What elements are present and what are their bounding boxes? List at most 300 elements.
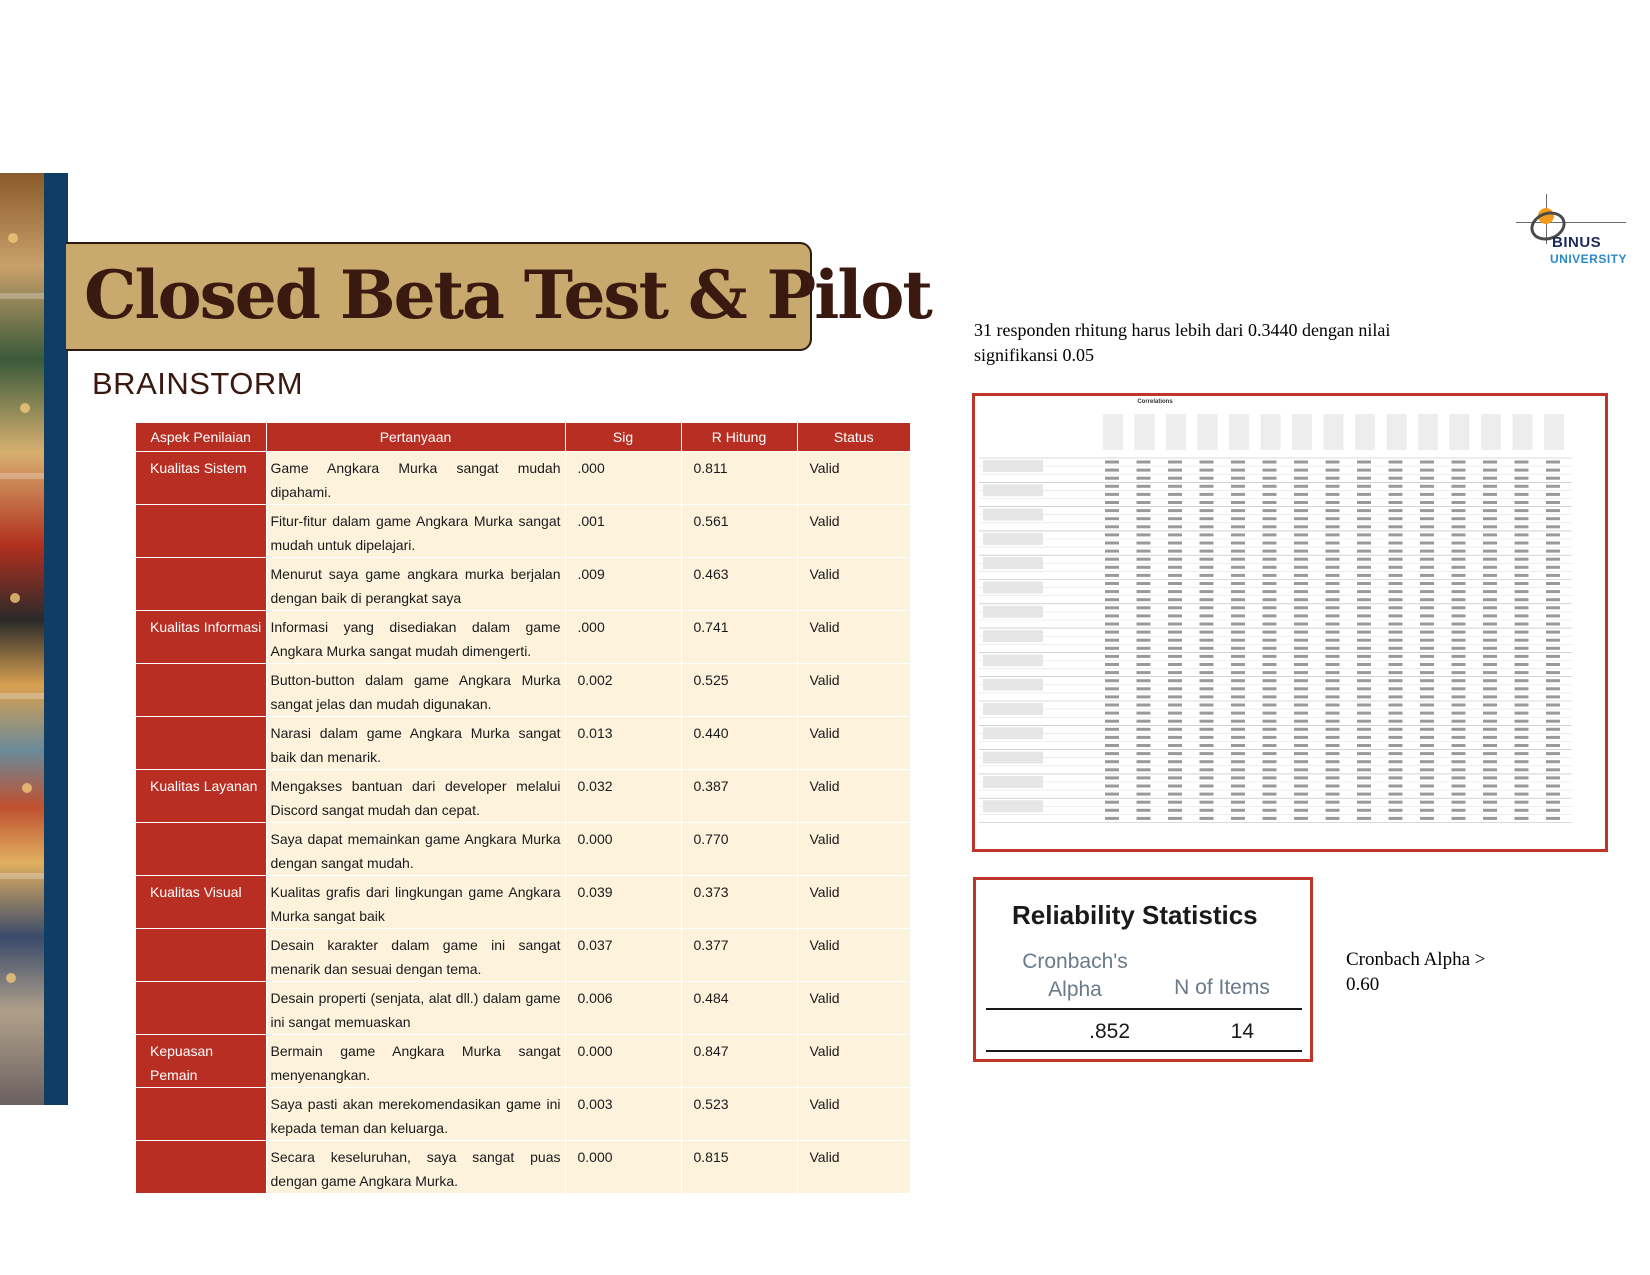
- grid-cell-mark: [1515, 461, 1529, 464]
- grid-cell-mark: [1231, 704, 1245, 707]
- grid-cell-mark: [1420, 517, 1434, 520]
- grid-cell-mark: [1105, 728, 1119, 731]
- section-subtitle: BRAINSTORM: [92, 366, 304, 401]
- grid-cell-mark: [1200, 695, 1214, 698]
- grid-cell-mark: [1546, 509, 1560, 512]
- grid-cell-mark: [1357, 768, 1371, 771]
- grid-cell-mark: [1294, 469, 1308, 472]
- grid-cell-mark: [1483, 558, 1497, 561]
- grid-cell-mark: [1326, 614, 1340, 617]
- grid-cell-mark: [1326, 785, 1340, 788]
- grid-cell-mark: [1452, 574, 1466, 577]
- grid-cell-mark: [1200, 493, 1214, 496]
- question-cell: Mengakses bantuan dari developer melalui Discord sangat mudah dan cepat.: [266, 770, 565, 823]
- grid-cell-mark: [1515, 768, 1529, 771]
- grid-cell-mark: [1483, 461, 1497, 464]
- status-cell: Valid: [797, 452, 910, 505]
- grid-cell-mark: [1452, 655, 1466, 658]
- grid-cell-mark: [1420, 655, 1434, 658]
- r-hitung-cell: 0.815: [681, 1141, 797, 1194]
- grid-col-header-mark: [1387, 414, 1407, 450]
- grid-col-header-mark: [1135, 414, 1155, 450]
- grid-cell-mark: [1105, 469, 1119, 472]
- grid-cell-mark: [1483, 712, 1497, 715]
- grid-cell-mark: [1357, 582, 1371, 585]
- question-cell: Button-button dalam game Angkara Murka sangat jelas dan mudah digunakan.: [266, 664, 565, 717]
- grid-cell-mark: [1137, 582, 1151, 585]
- grid-cell-mark: [1326, 639, 1340, 642]
- grid-cell-mark: [1357, 501, 1371, 504]
- grid-cell-mark: [1294, 671, 1308, 674]
- grid-cell-mark: [1137, 720, 1151, 723]
- grid-cell-mark: [1389, 687, 1403, 690]
- grid-cell-mark: [1263, 509, 1277, 512]
- grid-cell-mark: [1389, 655, 1403, 658]
- grid-cell-mark: [1389, 550, 1403, 553]
- grid-cell-mark: [1137, 558, 1151, 561]
- grid-cell-mark: [1200, 687, 1214, 690]
- grid-cell-mark: [1105, 493, 1119, 496]
- grid-cell-mark: [1326, 501, 1340, 504]
- grid-cell-mark: [1326, 728, 1340, 731]
- grid-cell-mark: [1200, 704, 1214, 707]
- grid-cell-mark: [1483, 736, 1497, 739]
- grid-cell-mark: [1515, 776, 1529, 779]
- grid-cell-mark: [1452, 493, 1466, 496]
- r-hitung-cell: 0.847: [681, 1035, 797, 1088]
- grid-cell-mark: [1546, 566, 1560, 569]
- grid-cell-mark: [1357, 639, 1371, 642]
- grid-cell-mark: [1452, 485, 1466, 488]
- grid-cell-mark: [1168, 501, 1182, 504]
- grid-cell-mark: [1357, 752, 1371, 755]
- grid-cell-mark: [1105, 485, 1119, 488]
- grid-cell-mark: [1105, 477, 1119, 480]
- grid-col-header-mark: [1198, 414, 1218, 450]
- grid-row-header-mark: [983, 533, 1043, 545]
- grid-cell-mark: [1168, 623, 1182, 626]
- grid-cell-mark: [1452, 509, 1466, 512]
- grid-cell-mark: [1200, 469, 1214, 472]
- grid-cell-mark: [1168, 663, 1182, 666]
- r-hitung-cell: 0.440: [681, 717, 797, 770]
- sig-cell: 0.000: [565, 1035, 681, 1088]
- grid-cell-mark: [1105, 809, 1119, 812]
- grid-cell-mark: [1326, 582, 1340, 585]
- grid-cell-mark: [1389, 768, 1403, 771]
- grid-cell-mark: [1420, 574, 1434, 577]
- grid-cell-mark: [1263, 614, 1277, 617]
- grid-cell-mark: [1483, 720, 1497, 723]
- grid-cell-mark: [1515, 614, 1529, 617]
- grid-cell-mark: [1231, 793, 1245, 796]
- grid-cell-mark: [1389, 606, 1403, 609]
- grid-cell-mark: [1452, 525, 1466, 528]
- grid-cell-mark: [1546, 720, 1560, 723]
- grid-cell-mark: [1326, 590, 1340, 593]
- aspect-cell: Kualitas Sistem: [136, 452, 266, 505]
- grid-cell-mark: [1389, 493, 1403, 496]
- reliability-bottom-rule: [986, 1050, 1302, 1052]
- grid-cell-mark: [1389, 590, 1403, 593]
- grid-cell-mark: [1137, 542, 1151, 545]
- grid-cell-mark: [1326, 793, 1340, 796]
- grid-cell-mark: [1357, 558, 1371, 561]
- grid-cell-mark: [1200, 720, 1214, 723]
- grid-cell-mark: [1137, 574, 1151, 577]
- grid-cell-mark: [1105, 582, 1119, 585]
- grid-cell-mark: [1452, 752, 1466, 755]
- grid-cell-mark: [1231, 695, 1245, 698]
- grid-cell-mark: [1294, 647, 1308, 650]
- table-row: [136, 505, 910, 558]
- grid-cell-mark: [1326, 631, 1340, 634]
- grid-cell-mark: [1326, 647, 1340, 650]
- grid-cell-mark: [1357, 793, 1371, 796]
- grid-cell-mark: [1389, 776, 1403, 779]
- grid-cell-mark: [1515, 623, 1529, 626]
- grid-cell-mark: [1420, 533, 1434, 536]
- grid-cell-mark: [1546, 663, 1560, 666]
- table-row: [136, 611, 910, 664]
- table-row: [136, 929, 910, 982]
- grid-cell-mark: [1515, 469, 1529, 472]
- grid-cell-mark: [1452, 793, 1466, 796]
- grid-cell-mark: [1389, 525, 1403, 528]
- grid-cell-mark: [1105, 590, 1119, 593]
- grid-cell-mark: [1231, 623, 1245, 626]
- grid-cell-mark: [1420, 558, 1434, 561]
- status-cell: Valid: [797, 611, 910, 664]
- grid-cell-mark: [1263, 606, 1277, 609]
- grid-cell-mark: [1200, 477, 1214, 480]
- grid-cell-mark: [1389, 542, 1403, 545]
- grid-cell-mark: [1200, 631, 1214, 634]
- grid-cell-mark: [1168, 647, 1182, 650]
- grid-cell-mark: [1200, 525, 1214, 528]
- grid-cell-mark: [1483, 776, 1497, 779]
- grid-cell-mark: [1326, 493, 1340, 496]
- logo-sub-text: UNIVERSITY: [1550, 252, 1628, 266]
- grid-cell-mark: [1263, 704, 1277, 707]
- grid-cell-mark: [1137, 525, 1151, 528]
- grid-cell-mark: [1263, 493, 1277, 496]
- grid-cell-mark: [1168, 809, 1182, 812]
- grid-cell-mark: [1389, 558, 1403, 561]
- grid-cell-mark: [1452, 704, 1466, 707]
- grid-cell-mark: [1546, 533, 1560, 536]
- reliability-title: Reliability Statistics: [1012, 900, 1258, 930]
- grid-cell-mark: [1515, 477, 1529, 480]
- grid-cell-mark: [1168, 631, 1182, 634]
- grid-cell-mark: [1137, 817, 1151, 820]
- aspect-cell: [136, 717, 266, 770]
- grid-cell-mark: [1389, 501, 1403, 504]
- grid-col-header-mark: [1450, 414, 1470, 450]
- grid-cell-mark: [1420, 542, 1434, 545]
- grid-cell-mark: [1515, 639, 1529, 642]
- grid-cell-mark: [1200, 574, 1214, 577]
- grid-cell-mark: [1326, 663, 1340, 666]
- grid-cell-mark: [1357, 574, 1371, 577]
- aspect-cell: [136, 664, 266, 717]
- grid-cell-mark: [1231, 550, 1245, 553]
- grid-cell-mark: [1137, 760, 1151, 763]
- grid-cell-mark: [1231, 647, 1245, 650]
- grid-cell-mark: [1200, 550, 1214, 553]
- grid-cell-mark: [1168, 720, 1182, 723]
- grid-cell-mark: [1200, 776, 1214, 779]
- grid-cell-mark: [1452, 712, 1466, 715]
- grid-cell-mark: [1263, 817, 1277, 820]
- grid-cell-mark: [1515, 550, 1529, 553]
- grid-cell-mark: [1420, 687, 1434, 690]
- grid-cell-mark: [1326, 704, 1340, 707]
- grid-cell-mark: [1452, 776, 1466, 779]
- grid-cell-mark: [1452, 542, 1466, 545]
- grid-cell-mark: [1483, 525, 1497, 528]
- grid-cell-mark: [1168, 566, 1182, 569]
- grid-cell-mark: [1420, 525, 1434, 528]
- grid-cell-mark: [1231, 501, 1245, 504]
- grid-cell-mark: [1515, 598, 1529, 601]
- grid-cell-mark: [1200, 752, 1214, 755]
- grid-cell-mark: [1200, 679, 1214, 682]
- grid-cell-mark: [1389, 631, 1403, 634]
- grid-cell-mark: [1263, 776, 1277, 779]
- grid-cell-mark: [1263, 477, 1277, 480]
- grid-cell-mark: [1389, 647, 1403, 650]
- grid-cell-mark: [1105, 614, 1119, 617]
- grid-cell-mark: [1483, 671, 1497, 674]
- grid-cell-mark: [1483, 533, 1497, 536]
- sig-cell: 0.032: [565, 770, 681, 823]
- grid-cell-mark: [1137, 712, 1151, 715]
- grid-cell-mark: [1263, 736, 1277, 739]
- grid-cell-mark: [1420, 461, 1434, 464]
- r-hitung-cell: 0.484: [681, 982, 797, 1035]
- grid-cell-mark: [1200, 728, 1214, 731]
- grid-cell-mark: [1105, 606, 1119, 609]
- grid-cell-mark: [1515, 695, 1529, 698]
- grid-cell-mark: [1357, 485, 1371, 488]
- grid-cell-mark: [1263, 712, 1277, 715]
- sig-cell: 0.002: [565, 664, 681, 717]
- sig-cell: 0.000: [565, 1141, 681, 1194]
- grid-cell-mark: [1200, 533, 1214, 536]
- grid-cell-mark: [1105, 785, 1119, 788]
- grid-cell-mark: [1420, 631, 1434, 634]
- grid-cell-mark: [1231, 639, 1245, 642]
- grid-cell-mark: [1546, 712, 1560, 715]
- grid-cell-mark: [1200, 785, 1214, 788]
- grid-cell-mark: [1483, 493, 1497, 496]
- grid-cell-mark: [1137, 809, 1151, 812]
- grid-cell-mark: [1263, 728, 1277, 731]
- grid-cell-mark: [1263, 469, 1277, 472]
- grid-cell-mark: [1483, 744, 1497, 747]
- grid-cell-mark: [1168, 704, 1182, 707]
- grid-cell-mark: [1263, 671, 1277, 674]
- grid-cell-mark: [1452, 785, 1466, 788]
- grid-cell-mark: [1389, 736, 1403, 739]
- grid-cell-mark: [1105, 744, 1119, 747]
- table-row: [136, 452, 910, 505]
- grid-cell-mark: [1105, 533, 1119, 536]
- grid-cell-mark: [1105, 550, 1119, 553]
- grid-cell-mark: [1294, 776, 1308, 779]
- grid-cell-mark: [1137, 647, 1151, 650]
- grid-cell-mark: [1231, 598, 1245, 601]
- sig-cell: .000: [565, 611, 681, 664]
- grid-cell-mark: [1357, 785, 1371, 788]
- grid-cell-mark: [1105, 663, 1119, 666]
- grid-cell-mark: [1420, 695, 1434, 698]
- grid-cell-mark: [1137, 736, 1151, 739]
- grid-cell-mark: [1200, 614, 1214, 617]
- grid-cell-mark: [1200, 606, 1214, 609]
- grid-cell-mark: [1294, 744, 1308, 747]
- grid-cell-mark: [1357, 704, 1371, 707]
- grid-cell-mark: [1105, 801, 1119, 804]
- grid-cell-mark: [1105, 817, 1119, 820]
- grid-cell-mark: [1263, 517, 1277, 520]
- grid-cell-mark: [1546, 728, 1560, 731]
- grid-cell-mark: [1389, 477, 1403, 480]
- grid-cell-mark: [1389, 639, 1403, 642]
- grid-cell-mark: [1326, 623, 1340, 626]
- grid-cell-mark: [1389, 623, 1403, 626]
- grid-cell-mark: [1357, 671, 1371, 674]
- grid-cell-mark: [1231, 736, 1245, 739]
- grid-cell-mark: [1137, 704, 1151, 707]
- grid-cell-mark: [1168, 768, 1182, 771]
- grid-cell-mark: [1200, 809, 1214, 812]
- grid-cell-mark: [1546, 817, 1560, 820]
- grid-cell-mark: [1137, 623, 1151, 626]
- grid-row-header-mark: [983, 800, 1043, 812]
- grid-cell-mark: [1168, 558, 1182, 561]
- header-sig: Sig: [565, 423, 681, 452]
- grid-cell-mark: [1231, 712, 1245, 715]
- grid-cell-mark: [1420, 752, 1434, 755]
- grid-cell-mark: [1420, 623, 1434, 626]
- grid-cell-mark: [1483, 598, 1497, 601]
- grid-cell-mark: [1546, 801, 1560, 804]
- grid-cell-mark: [1515, 687, 1529, 690]
- grid-cell-mark: [1137, 639, 1151, 642]
- grid-cell-mark: [1263, 663, 1277, 666]
- r-hitung-cell: 0.741: [681, 611, 797, 664]
- grid-cell-mark: [1326, 817, 1340, 820]
- grid-cell-mark: [1452, 590, 1466, 593]
- grid-cell-mark: [1389, 728, 1403, 731]
- grid-row-header-mark: [983, 630, 1043, 642]
- grid-cell-mark: [1546, 461, 1560, 464]
- grid-cell-mark: [1263, 550, 1277, 553]
- grid-cell-mark: [1294, 752, 1308, 755]
- grid-cell-mark: [1294, 793, 1308, 796]
- aspect-cell: Kualitas Informasi: [136, 611, 266, 664]
- grid-cell-mark: [1452, 582, 1466, 585]
- grid-cell-mark: [1326, 720, 1340, 723]
- grid-cell-mark: [1263, 574, 1277, 577]
- grid-cell-mark: [1137, 493, 1151, 496]
- grid-cell-mark: [1294, 558, 1308, 561]
- grid-cell-mark: [1389, 809, 1403, 812]
- grid-cell-mark: [1168, 598, 1182, 601]
- grid-cell-mark: [1137, 785, 1151, 788]
- grid-cell-mark: [1420, 639, 1434, 642]
- grid-cell-mark: [1515, 509, 1529, 512]
- grid-cell-mark: [1357, 687, 1371, 690]
- grid-cell-mark: [1389, 566, 1403, 569]
- grid-cell-mark: [1546, 639, 1560, 642]
- grid-cell-mark: [1231, 509, 1245, 512]
- grid-cell-mark: [1294, 817, 1308, 820]
- grid-cell-mark: [1452, 533, 1466, 536]
- grid-cell-mark: [1231, 493, 1245, 496]
- grid-cell-mark: [1452, 663, 1466, 666]
- question-cell: Narasi dalam game Angkara Murka sangat baik dan menarik.: [266, 717, 565, 770]
- grid-cell-mark: [1546, 558, 1560, 561]
- grid-cell-mark: [1231, 663, 1245, 666]
- grid-cell-mark: [1137, 793, 1151, 796]
- grid-cell-mark: [1515, 785, 1529, 788]
- grid-cell-mark: [1168, 493, 1182, 496]
- grid-cell-mark: [1263, 566, 1277, 569]
- grid-cell-mark: [1515, 606, 1529, 609]
- grid-cell-mark: [1137, 477, 1151, 480]
- sig-cell: 0.037: [565, 929, 681, 982]
- grid-cell-mark: [1105, 752, 1119, 755]
- grid-cell-mark: [1483, 517, 1497, 520]
- grid-cell-mark: [1105, 768, 1119, 771]
- grid-cell-mark: [1420, 469, 1434, 472]
- sig-cell: 0.006: [565, 982, 681, 1035]
- grid-cell-mark: [1483, 752, 1497, 755]
- grid-cell-mark: [1452, 558, 1466, 561]
- cronbach-alpha-value: .852: [1089, 1020, 1130, 1043]
- grid-cell-mark: [1515, 501, 1529, 504]
- reliability-header-rule: [986, 1008, 1302, 1010]
- grid-cell-mark: [1389, 712, 1403, 715]
- grid-cell-mark: [1105, 793, 1119, 796]
- grid-cell-mark: [1105, 574, 1119, 577]
- grid-cell-mark: [1200, 663, 1214, 666]
- grid-cell-mark: [1200, 655, 1214, 658]
- grid-cell-mark: [1546, 623, 1560, 626]
- grid-cell-mark: [1263, 501, 1277, 504]
- question-cell: Game Angkara Murka sangat mudah dipahami.: [266, 452, 565, 505]
- grid-cell-mark: [1231, 533, 1245, 536]
- grid-cell-mark: [1546, 776, 1560, 779]
- grid-cell-mark: [1357, 525, 1371, 528]
- grid-cell-mark: [1357, 776, 1371, 779]
- grid-cell-mark: [1483, 614, 1497, 617]
- grid-cell-mark: [1263, 785, 1277, 788]
- grid-cell-mark: [1168, 655, 1182, 658]
- grid-row-header-mark: [983, 557, 1043, 569]
- grid-cell-mark: [1452, 550, 1466, 553]
- grid-cell-mark: [1420, 606, 1434, 609]
- grid-cell-mark: [1420, 720, 1434, 723]
- grid-cell-mark: [1357, 550, 1371, 553]
- grid-cell-mark: [1515, 671, 1529, 674]
- aspect-cell: [136, 929, 266, 982]
- grid-cell-mark: [1515, 493, 1529, 496]
- grid-cell-mark: [1357, 493, 1371, 496]
